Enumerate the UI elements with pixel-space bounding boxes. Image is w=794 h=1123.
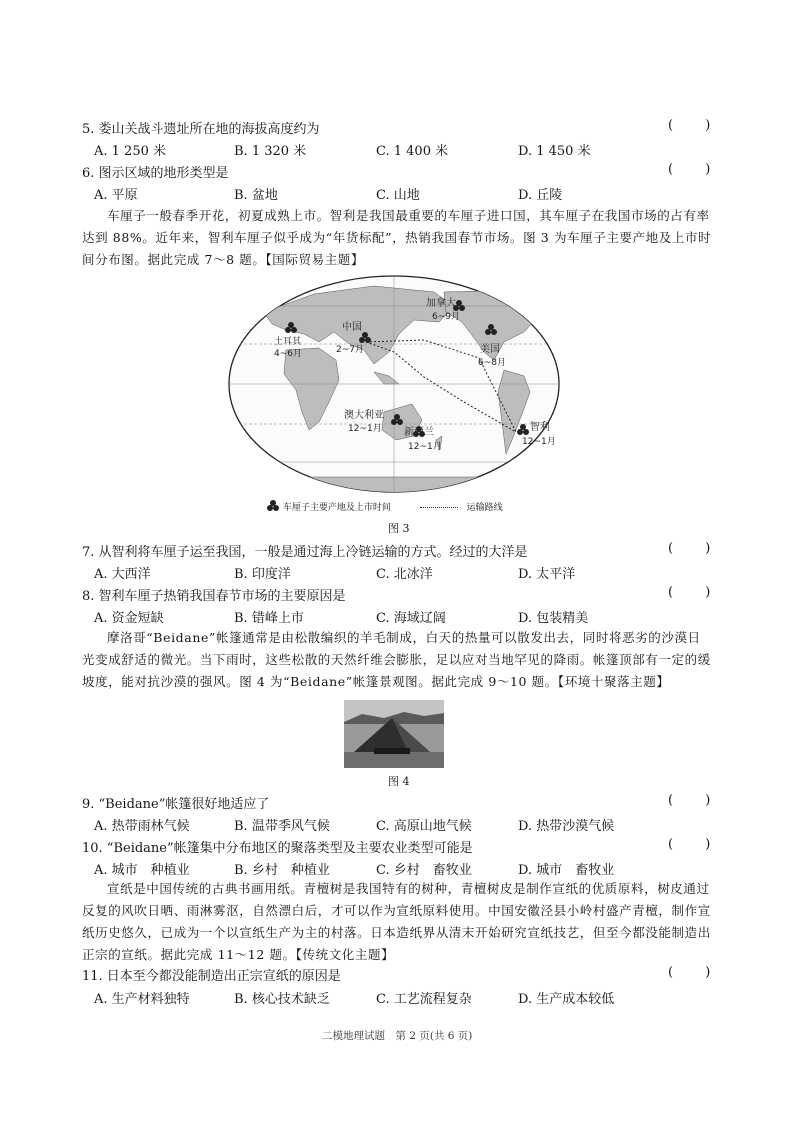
q10-option-a[interactable]: A. 城市 种植业 — [94, 863, 190, 878]
q10-stem: 10. “Beidane”帐篷集中分布地区的聚落类型及主要农业类型可能是 — [82, 841, 473, 856]
label-chile-time: 12~1月 — [522, 437, 556, 447]
q8-option-d[interactable]: D. 包装精美 — [518, 611, 589, 626]
passage-cherry-text: 车厘子一般春季开花，初夏成熟上市。智利是我国最重要的车厘子进口国，其车厘子在我国市场的占有率达到 88%。近年来，智利车厘子似乎成为“年货标配”，热销我国春节市场。图 3 为车厘子主要产地及上市时间分布图。据此完成 7～8 题。【国际贸易主题】 — [82, 208, 712, 267]
figure3-legend — [266, 500, 503, 515]
q8-answer-paren[interactable]: ( ) — [668, 585, 725, 600]
passage-tent-text: 摩洛哥“Beidane”帐篷通常是由松散编织的羊毛制成，白天的热量可以散发出去，同时将恶劣的沙漠日光变成舒适的微光。当下雨时，这些松散的天然纤维会膨胀，足以应对当地罕见的降雨。帐篷顶部有一定的缓坡度，能对抗沙漠的强风。图 4 为“Beidane”帐篷景观图。据此完成 9～10 题。【环境十聚落主题】 — [82, 630, 711, 689]
q6-option-b[interactable]: B. 盆地 — [234, 188, 278, 203]
q10-option-b[interactable]: B. 乡村 种植业 — [234, 863, 330, 878]
q5-option-b[interactable]: B. 1 320 米 — [234, 144, 307, 159]
label-nz-name: 新西兰 — [404, 427, 434, 438]
q9-option-a[interactable]: A. 热带雨林气候 — [94, 819, 190, 834]
passage-paper — [82, 878, 712, 966]
q10-answer-paren[interactable]: ( ) — [668, 837, 725, 852]
q5-option-c[interactable]: C. 1 400 米 — [376, 144, 449, 159]
label-europe-time: 4~6月 — [274, 349, 302, 359]
q11-option-c[interactable]: C. 工艺流程复杂 — [376, 992, 472, 1007]
q8-stem: 8. 智利车厘子热销我国春节市场的主要原因是 — [82, 589, 346, 604]
label-usa-name: 美国 — [480, 344, 500, 355]
q6-option-a[interactable]: A. 平原 — [94, 188, 138, 203]
q11-option-b[interactable]: B. 核心技术缺乏 — [234, 992, 330, 1007]
label-usa-time: 6~8月 — [478, 358, 506, 368]
q8-option-b[interactable]: B. 错峰上市 — [234, 611, 304, 626]
q7-answer-paren[interactable]: ( ) — [668, 541, 725, 556]
q11-answer-paren[interactable]: ( ) — [668, 965, 725, 980]
passage-tent — [82, 627, 712, 693]
q7-option-a[interactable]: A. 大西洋 — [94, 567, 151, 582]
label-china-time: 2~7月 — [336, 345, 364, 355]
passage-cherry — [82, 205, 712, 271]
q11-option-a[interactable]: A. 生产材料独特 — [94, 992, 190, 1007]
label-chile-name: 智利 — [530, 422, 550, 433]
legend-route-text: 运输路线 — [466, 503, 503, 513]
figure4-tent-photo — [344, 700, 444, 768]
q9-option-b[interactable]: B. 温带季风气候 — [234, 819, 330, 834]
q10-option-c[interactable]: C. 乡村 畜牧业 — [376, 863, 472, 878]
q6-stem: 6. 图示区域的地形类型是 — [82, 166, 229, 181]
label-australia-name: 澳大利亚 — [344, 410, 384, 421]
figure3-caption: 图 3 — [388, 522, 410, 535]
label-nz-time: 12~1月 — [408, 442, 442, 452]
label-australia-time: 12~1月 — [348, 424, 382, 434]
q5-answer-paren[interactable]: ( ) — [668, 118, 725, 133]
cherry-legend-icon — [266, 500, 280, 515]
passage-paper-text: 宣纸是中国传统的古典书画用纸。青檀树是我国特有的树种，青檀树皮是制作宣纸的优质原料，树皮通过反复的风吹日晒、雨淋雾沤，自然漂白后，才可以作为宣纸原料使用。中国安徽泾县小岭村盛产青檀，制作宣纸历史悠久，已成为一个以宣纸生产为主的村落。日本造纸界从清末开始研究宣纸技艺，但至今都没能制造出正宗的宣纸。据此完成 11～12 题。【传统文化主题】 — [82, 881, 711, 962]
q6-option-c[interactable]: C. 山地 — [376, 188, 420, 203]
q11-stem: 11. 日本至今都没能制造出正宗宣纸的原因是 — [82, 969, 341, 984]
label-china-name: 中国 — [342, 322, 362, 333]
q6-answer-paren[interactable]: ( ) — [668, 162, 725, 177]
q7-stem: 7. 从智利将车厘子运至我国，一般是通过海上冷链运输的方式。经过的大洋是 — [82, 545, 528, 560]
label-europe-name: 土耳其 — [274, 337, 302, 347]
q5-option-d[interactable]: D. 1 450 米 — [518, 144, 591, 159]
q9-answer-paren[interactable]: ( ) — [668, 793, 725, 808]
q7-option-b[interactable]: B. 印度洋 — [234, 567, 291, 582]
q9-stem: 9. “Beidane”帐篷很好地适应了 — [82, 797, 270, 812]
figure4-caption: 图 4 — [388, 775, 410, 788]
q10-option-d[interactable]: D. 城市 畜牧业 — [518, 863, 615, 878]
page-footer: 二模地理试题 第 2 页(共 6 页) — [322, 1030, 473, 1042]
q11-option-d[interactable]: D. 生产成本较低 — [518, 992, 615, 1007]
label-canada-time: 6~9月 — [432, 312, 460, 322]
figure3-world-map — [224, 272, 564, 512]
legend-route-line — [420, 507, 458, 508]
q9-option-c[interactable]: C. 高原山地气候 — [376, 819, 472, 834]
q7-option-d[interactable]: D. 太平洋 — [518, 567, 576, 582]
label-canada-name: 加拿大 — [426, 298, 456, 309]
q6-option-d[interactable]: D. 丘陵 — [518, 188, 563, 203]
q8-option-a[interactable]: A. 资金短缺 — [94, 611, 164, 626]
legend-cherry-text: 车厘子主要产地及上市时间 — [282, 503, 391, 513]
q8-option-c[interactable]: C. 海域辽阔 — [376, 611, 446, 626]
q9-option-d[interactable]: D. 热带沙漠气候 — [518, 819, 615, 834]
q5-stem: 5. 娄山关战斗遗址所在地的海拔高度约为 — [82, 122, 320, 137]
q7-option-c[interactable]: C. 北冰洋 — [376, 567, 433, 582]
q5-option-a[interactable]: A. 1 250 米 — [94, 144, 167, 159]
